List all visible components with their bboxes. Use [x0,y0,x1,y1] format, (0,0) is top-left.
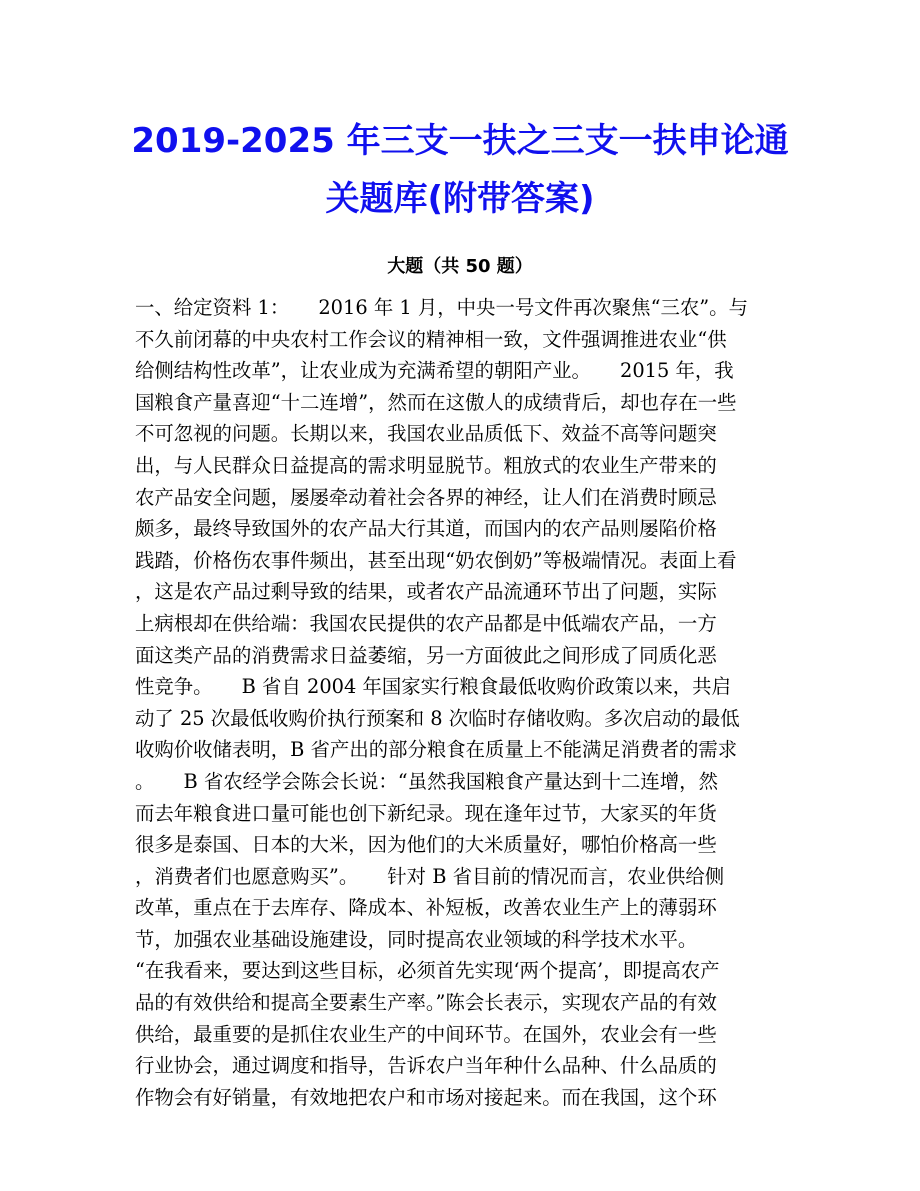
body-line: 给侧结构性改革”，让农业成为充满希望的朝阳产业。 2015 年，我 [135,359,734,383]
body-line: 改革，重点在于去库存、降成本、补短板，改善农业生产上的薄弱环 [135,896,717,920]
body-line: 供给，最重要的是抓住农业生产的中间环节。在国外，农业会有一些 [135,1022,717,1046]
body-line: 节，加强农业基础设施建设，同时提高农业领域的科学技术水平。 [135,927,698,951]
body-line: 动了 25 次最低收购价执行预案和 8 次临时存储收购。多次启动的最低 [135,706,740,730]
body-line: ，消费者们也愿意购买”。 针对 B 省目前的情况而言，农业供给侧 [135,864,725,888]
body-line: 作物会有好销量，有效地把农户和市场对接起来。而在我国，这个环 [135,1085,717,1109]
body-line: 出，与人民群众日益提高的需求明显脱节。粗放式的农业生产带来的 [135,453,717,477]
document-body [135,292,795,1113]
document-title [110,112,810,228]
body-line: 很多是泰国、日本的大米，因为他们的大米质量好，哪怕价格高一些 [135,833,717,857]
body-line: 。 B 省农经学会陈会长说：“虽然我国粮食产量达到十二连增，然 [135,769,718,793]
body-line: 而去年粮食进口量可能也创下新纪录。现在逢年过节，大家买的年货 [135,801,717,825]
body-line: “在我看来，要达到这些目标，必须首先实现‘两个提高’，即提高农产 [135,959,720,983]
section-heading: 大题（共 50 题） [387,256,533,277]
body-line: 收购价收储表明，B 省产出的部分粮食在质量上不能满足消费者的需求 [135,738,738,762]
body-line: 不久前闭幕的中央农村工作会议的精神相一致，文件强调推进农业“供 [135,327,727,351]
body-line: 一、给定资料 1： 2016 年 1 月，中央一号文件再次聚焦“三农”。与 [135,296,748,319]
document-title-line-1: 2019-2025 年三支一扶之三支一扶申论通 [131,121,789,161]
body-line: 品的有效供给和提高全要素生产率。”陈会长表示，实现农产品的有效 [135,991,717,1015]
body-line: 行业协会，通过调度和指导，告诉农户当年种什么品种、什么品质的 [135,1054,717,1078]
document-title-line-2: 关题库(附带答案) [325,179,595,219]
body-line: 性竞争。 B 省自 2004 年国家实行粮食最低收购价政策以来，共启 [135,675,731,699]
body-line: 面这类产品的消费需求日益萎缩，另一方面彼此之间形成了同质化恶 [135,643,717,667]
body-line: 践踏，价格伤农事件频出，甚至出现“奶农倒奶”等极端情况。表面上看 [135,548,737,572]
body-line: 不可忽视的问题。长期以来，我国农业品质低下、效益不高等问题突 [135,422,717,446]
body-line: 上病根却在供给端：我国农民提供的农产品都是中低端农产品，一方 [135,611,717,635]
body-line: 国粮食产量喜迎“十二连增”，然而在这傲人的成绩背后，却也存在一些 [135,390,737,414]
body-line: 颇多，最终导致国外的农产品大行其道，而国内的农产品则屡陷价格 [135,517,717,541]
body-line: 农产品安全问题，屡屡牵动着社会各界的神经，让人们在消费时顾忌 [135,485,717,509]
body-line: ，这是农产品过剩导致的结果，或者农产品流通环节出了问题，实际 [135,580,717,604]
